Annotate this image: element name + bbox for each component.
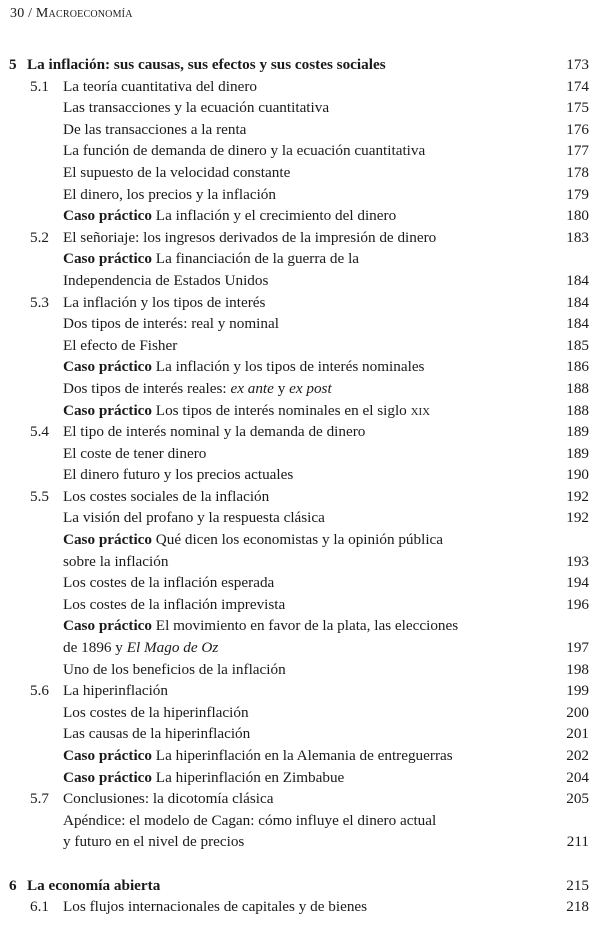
toc-page-number: 180 [566,207,589,225]
toc-entry-title [63,270,268,292]
toc-entry-title [63,119,246,141]
toc-page-number: 188 [566,379,589,397]
toc-entry-title [63,723,250,745]
toc-entry-text: La visión del profano y la respuesta clásica [63,509,325,527]
toc-subsection-entry [0,97,600,119]
toc-page-number: 179 [566,185,589,203]
toc-subsection-entry [0,443,600,465]
toc-spacer [0,853,600,875]
toc-subsection-entry [0,831,600,853]
toc-section-entry [0,896,600,918]
toc-entry-title [63,529,443,551]
toc-subsection-entry [0,184,600,206]
toc-subsection-entry [0,313,600,335]
toc-entry-title [63,810,436,832]
toc-entry-text: El coste de tener dinero [63,444,207,462]
case-study-label: Caso práctico [63,358,152,376]
toc-page-number: 205 [566,790,589,808]
case-study-label: Caso práctico [63,401,152,419]
toc-entry-smallcaps: xix [410,401,431,419]
toc-entry-text: Conclusiones: la dicotomía clásica [63,790,274,808]
toc-subsection-entry [0,637,600,659]
toc-entry-number: 5.3 [30,293,49,311]
toc-page-number: 198 [566,660,589,678]
toc-section-entry [0,76,600,98]
toc-subsection-entry [0,400,600,422]
toc-entry-title [63,659,286,681]
toc-entry-text: La inflación: sus causas, sus efectos y sus costes sociales [27,56,386,73]
toc-entry-title [63,421,365,443]
table-of-contents [0,54,600,918]
toc-chapter-entry [0,875,600,897]
toc-entry-title [27,875,160,897]
toc-entry-title [63,464,293,486]
toc-entry-text: La hiperinflación en Zimbabue [155,768,345,786]
toc-entry-text: El señoriaje: los ingresos derivados de la impresión de dinero [63,228,437,246]
toc-entry-title [63,637,218,659]
toc-entry-title [63,572,274,594]
toc-subsection-entry [0,270,600,292]
toc-entry-text: Apéndice: el modelo de Cagan: cómo influye el dinero actual [63,811,437,829]
toc-entry-text: Los costes de la inflación imprevista [63,595,286,613]
toc-entry-text: La hiperinflación [63,682,168,700]
toc-page-number: 184 [566,271,589,289]
toc-page-number: 183 [566,228,589,246]
toc-entry-text: La función de demanda de dinero y la ecuación cuantitativa [63,142,426,160]
toc-page-number: 218 [566,898,589,916]
toc-subsection-entry [0,119,600,141]
toc-subsection-entry [0,205,600,227]
toc-subsection-entry [0,248,600,270]
toc-entry-title [63,162,290,184]
toc-entry-title [63,594,285,616]
toc-page-number: 193 [566,552,589,570]
toc-entry-title [63,443,206,465]
toc-subsection-entry [0,615,600,637]
toc-subsection-entry [0,745,600,767]
header-page-number: 30 [10,6,25,21]
toc-entry-title [63,335,177,357]
toc-entry-title [63,76,257,98]
toc-entry-text: Las causas de la hiperinflación [63,725,251,743]
toc-page-number: 194 [566,574,589,592]
toc-entry-title [63,507,325,529]
toc-entry-title [63,313,279,335]
case-study-label: Caso práctico [63,250,152,268]
toc-subsection-entry [0,723,600,745]
toc-entry-text: Los costes de la inflación esperada [63,574,275,592]
toc-entry-title [63,767,344,789]
toc-entry-italic: ex post [289,379,332,397]
toc-entry-number: 6 [9,876,17,894]
toc-entry-title [63,140,425,162]
toc-section-entry [0,788,600,810]
toc-entry-text: El movimiento en favor de la plata, las elecciones [155,617,459,635]
toc-entry-title [27,54,386,76]
toc-entry-text: sobre la inflación [63,552,169,570]
toc-entry-title [63,400,430,422]
toc-page-number: 184 [566,293,589,311]
toc-entry-italic: ex ante [230,379,274,397]
toc-entry-text: Dos tipos de interés reales: [63,379,227,397]
toc-page-number: 184 [566,315,589,333]
toc-subsection-entry [0,594,600,616]
toc-entry-title [63,896,367,918]
toc-subsection-entry [0,162,600,184]
toc-entry-title [63,702,249,724]
toc-entry-title [63,745,453,767]
running-header [10,6,133,22]
toc-page-number: 185 [566,336,589,354]
toc-entry-title [63,205,396,227]
toc-chapter-entry [0,54,600,76]
toc-subsection-entry [0,529,600,551]
toc-section-entry [0,292,600,314]
toc-subsection-entry [0,659,600,681]
toc-entry-text: Las transacciones y la ecuación cuantitativa [63,99,330,117]
case-study-label: Caso práctico [63,747,152,764]
toc-page-number: 189 [566,444,589,462]
toc-page-number: 215 [566,876,589,894]
toc-entry-connector: y [273,379,290,397]
toc-page-number: 192 [566,487,589,505]
toc-subsection-entry [0,378,600,400]
toc-page-number: 211 [566,833,589,851]
toc-page-number: 197 [566,639,589,657]
toc-subsection-entry [0,767,600,789]
toc-subsection-entry [0,572,600,594]
toc-subsection-entry [0,702,600,724]
toc-entry-number: 5.2 [30,228,49,246]
toc-entry-title [63,184,276,206]
case-study-label: Caso práctico [63,768,152,786]
toc-entry-title [63,615,458,637]
toc-page-number: 189 [566,423,589,441]
toc-entry-text: Los tipos de interés nominales en el siglo [155,401,407,419]
toc-entry-title [63,97,329,119]
toc-entry-title [63,378,332,400]
toc-entry-number: 5.6 [30,682,49,700]
toc-subsection-entry [0,140,600,162]
toc-subsection-entry [0,335,600,357]
toc-entry-text: La inflación y los tipos de interés [63,293,266,311]
toc-page-number: 190 [566,466,589,484]
toc-entry-number: 5 [9,56,17,73]
toc-entry-text: Uno de los beneficios de la inflación [63,660,286,678]
toc-entry-number: 5.4 [30,423,49,441]
toc-page-number: 201 [566,725,589,743]
toc-entry-text: El tipo de interés nominal y la demanda de dinero [63,423,366,441]
toc-entry-text: El efecto de Fisher [63,336,178,354]
toc-entry-text: y futuro en el nivel de precios [63,833,245,851]
toc-entry-text: Qué dicen los economistas y la opinión pública [155,531,444,549]
toc-entry-text: La hiperinflación en la Alemania de entreguerras [155,747,453,764]
header-book-title: Macroeconomía [35,6,133,21]
toc-page-number: 199 [566,682,589,700]
toc-entry-number: 5.1 [30,77,49,95]
toc-entry-text: Los flujos internacionales de capitales y de bienes [63,898,368,916]
toc-entry-text: La teoría cuantitativa del dinero [63,77,257,95]
toc-entry-number: 5.5 [30,487,49,505]
toc-entry-text: de 1896 y [63,639,123,657]
toc-entry-title [63,788,273,810]
toc-entry-title [63,831,244,853]
toc-section-entry [0,486,600,508]
toc-page-number: 178 [566,163,589,181]
toc-page-number: 202 [566,747,589,764]
toc-page-number: 200 [566,703,589,721]
toc-page-number: 173 [566,56,589,73]
toc-entry-text: El dinero, los precios y la inflación [63,185,276,203]
toc-entry-number: 6.1 [30,898,49,916]
toc-page-number: 188 [566,401,589,419]
toc-entry-text: Los costes de la hiperinflación [63,703,249,721]
toc-entry-title [63,292,265,314]
toc-entry-text: De las transacciones a la renta [63,120,247,138]
toc-entry-text: La financiación de la guerra de la [155,250,360,268]
toc-page-number: 186 [566,358,589,376]
toc-entry-text: La inflación y los tipos de interés nominales [155,358,425,376]
toc-entry-italic: El Mago de Oz [126,639,219,657]
toc-page-number: 175 [566,99,589,117]
toc-page-number: 196 [566,595,589,613]
toc-page-number: 204 [566,768,589,786]
toc-entry-title [63,356,424,378]
toc-entry-title [63,680,168,702]
toc-entry-number: 5.7 [30,790,49,808]
toc-entry-text: Independencia de Estados Unidos [63,271,269,289]
toc-section-entry [0,421,600,443]
toc-section-entry [0,680,600,702]
toc-section-entry [0,227,600,249]
toc-page-number: 174 [566,77,589,95]
toc-entry-text: La inflación y el crecimiento del dinero [155,207,397,225]
toc-entry-text: Los costes sociales de la inflación [63,487,270,505]
toc-page-number: 176 [566,120,589,138]
toc-entry-text: El supuesto de la velocidad constante [63,163,291,181]
toc-subsection-entry [0,356,600,378]
toc-subsection-entry [0,507,600,529]
case-study-label: Caso práctico [63,617,152,635]
toc-entry-text: La economía abierta [27,876,161,894]
toc-entry-title [63,486,269,508]
header-separator: / [28,6,33,21]
case-study-label: Caso práctico [63,207,152,225]
toc-subsection-entry [0,551,600,573]
toc-subsection-entry [0,464,600,486]
toc-entry-text: El dinero futuro y los precios actuales [63,466,294,484]
case-study-label: Caso práctico [63,531,152,549]
toc-page-number: 192 [566,509,589,527]
toc-entry-title [63,551,168,573]
toc-entry-title [63,227,436,249]
toc-entry-text: Dos tipos de interés: real y nominal [63,315,279,333]
toc-page-number: 177 [566,142,589,160]
toc-subsection-entry [0,810,600,832]
toc-entry-title [63,248,359,270]
